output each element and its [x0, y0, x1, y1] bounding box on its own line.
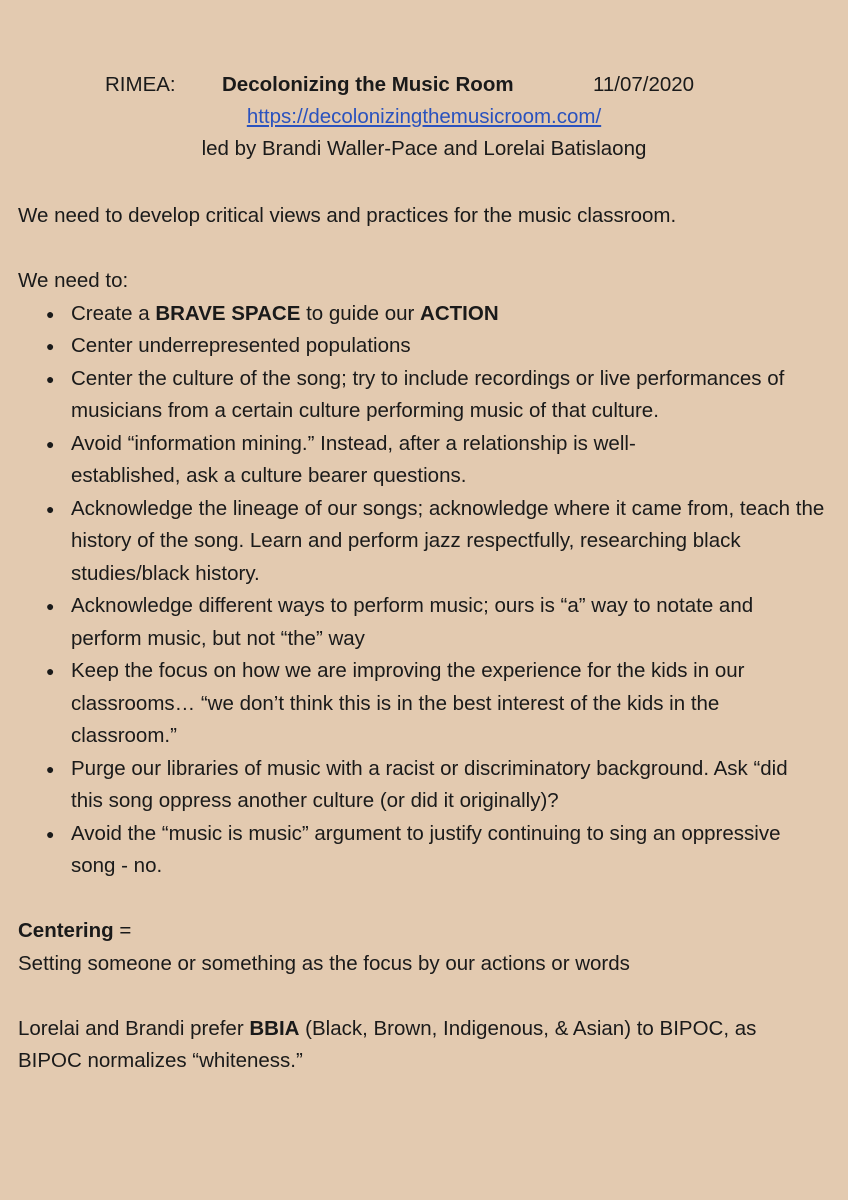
centering-term: Centering	[18, 919, 114, 942]
document-date: 11/07/2020	[593, 73, 695, 96]
bbia-paragraph: Lorelai and Brandi prefer BBIA (Black, Brown, Indigenous, & Asian) to BIPOC, as BIPOC normalizes “whiteness.”	[18, 1016, 757, 1072]
website-link[interactable]: https://decolonizingthemusicroom.com/	[246, 105, 602, 128]
bold-phrase: ACTION	[420, 301, 499, 325]
intro-paragraph: We need to develop critical views and practices for the music classroom.	[18, 204, 677, 227]
bbia-term: BBIA	[249, 1016, 300, 1040]
list-item: ● Purge our libraries of music with a racist or discriminatory background. Ask “did this song oppress another culture (or did it originally)?	[18, 753, 830, 818]
org-name: RIMEA:	[105, 73, 176, 96]
list-item: ● Avoid the “music is music” argument to justify continuing to sing an oppressive song - no.	[18, 818, 830, 883]
bullet-list	[18, 298, 830, 883]
list-heading: We need to:	[18, 269, 129, 292]
list-item: ● Center underrepresented populations	[18, 330, 830, 363]
header-title-line	[0, 69, 848, 101]
url-line	[0, 101, 848, 133]
centering-heading: Centering =	[18, 919, 132, 942]
list-item: ● Center the culture of the song; try to include recordings or live performances of musicians from a certain culture performing music of that culture.	[18, 363, 830, 428]
bold-phrase: BRAVE SPACE	[155, 301, 301, 325]
leaders-line: led by Brandi Waller-Pace and Lorelai Batislaong	[201, 137, 647, 160]
document-header	[0, 69, 848, 165]
list-item: ● Acknowledge different ways to perform music; ours is “a” way to notate and perform music, but not “the” way	[18, 590, 830, 655]
document-body	[18, 200, 830, 1078]
list-item: ● Acknowledge the lineage of our songs; acknowledge where it came from, teach the history of the song. Learn and perform jazz respectfully, researching black studies/black history.	[18, 493, 830, 591]
centering-definition: Setting someone or something as the focus by our actions or words	[18, 951, 630, 975]
list-item: ● Avoid “information mining.” Instead, after a relationship is well-established, ask a culture bearer questions.	[18, 428, 830, 493]
list-item: ● Create a BRAVE SPACE to guide our ACTION	[18, 298, 830, 331]
document-title: Decolonizing the Music Room	[222, 73, 514, 96]
list-item: ● Keep the focus on how we are improving the experience for the kids in our classrooms… “we don’t think this is in the best interest of the kids in the classroom.”	[18, 655, 830, 753]
